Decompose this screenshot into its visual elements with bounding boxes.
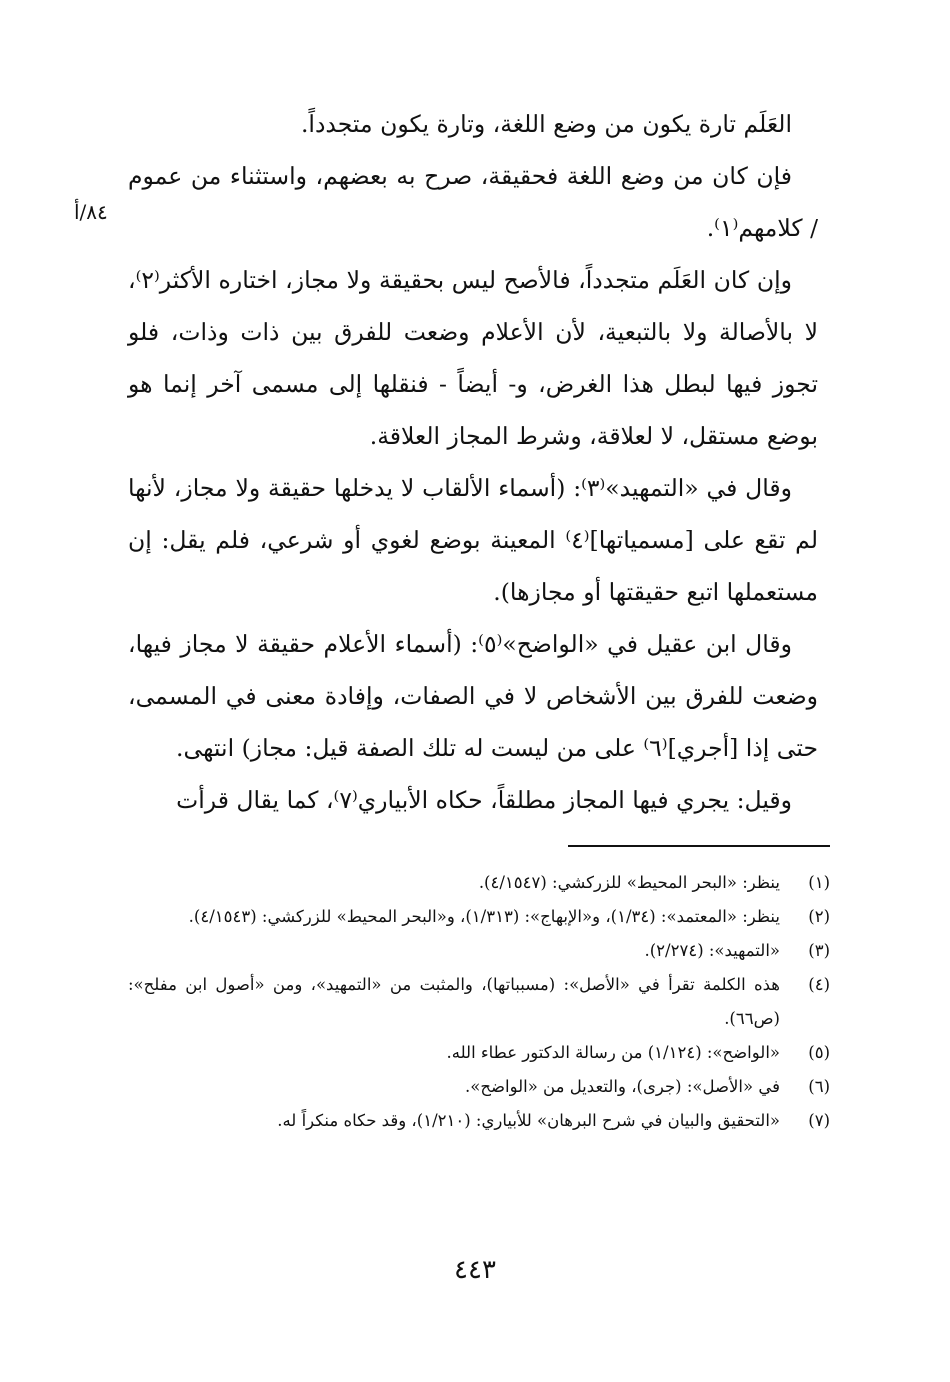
paragraph: فإن كان من وضع اللغة فحقيقة، صرح به بعضهم، واستثناء من عموم / كلامهم⁽١⁾. — [128, 162, 818, 242]
paragraph: وإن كان العَلَم متجدداً، فالأصح ليس بحقيقة ولا مجاز، اختاره الأكثر⁽٢⁾، لا بالأصالة ولا بالتبعية، لأن الأعلام وضعت للفرق بين ذات وذات، فلو تجوز فيها لبطل هذا الغرض، و- أيضاً - فنقلها إلى مسمى آخر إنما هو بوضع مستقل، لا لعلاقة، وشرط المجاز العلاقة. — [128, 266, 818, 450]
footnote — [128, 968, 830, 1036]
paragraph: وقال ابن عقيل في «الواضح»⁽٥⁾: (أسماء الأعلام حقيقة لا مجاز فيها، وضعت للفرق بين الأشخاص لا في الصفات، وإفادة معنى في المسمى، حتى إذا [أجري]⁽٦⁾ على من ليست له تلك الصفة قيل: مجاز) انتهى. — [128, 630, 818, 762]
footnote-text: ينظر: «البحر المحيط» للزركشي: (٤/١٥٤٧). — [478, 873, 780, 892]
footnote-text: «التمهيد»: (٢/٢٧٤). — [644, 941, 780, 960]
footnote-text: «التحقيق والبيان في شرح البرهان» للأبياري: (١/٢١٠)، وقد حكاه منكراً له. — [277, 1111, 780, 1130]
footnote-number: (٧) — [808, 1111, 830, 1130]
footnote-text: هذه الكلمة تقرأ في «الأصل»: (مسبباتها)، والمثبت من «التمهيد»، ومن «أصول ابن مفلح»: (ص٦٦). — [128, 975, 780, 1028]
footnote-text: «الواضح»: (١/١٢٤) من رسالة الدكتور عطاء الله. — [446, 1043, 780, 1062]
footnote-number: (٣) — [808, 941, 830, 960]
footnote-text: في «الأصل»: (جرى)، والتعديل من «الواضح». — [464, 1077, 780, 1096]
footnote — [128, 1070, 830, 1104]
footnote-text: ينظر: «المعتمد»: (١/٣٤)، و«الإبهاج»: (١/٣١٣)، و«البحر المحيط» للزركشي: (٤/١٥٤٣). — [188, 907, 780, 926]
footnote — [128, 934, 830, 968]
footnote-separator — [568, 845, 830, 847]
main-text — [128, 98, 818, 826]
footnote — [128, 900, 830, 934]
footnote-number: (٤) — [808, 975, 830, 994]
footnote-number: (٢) — [808, 907, 830, 926]
paragraph: العَلَم تارة يكون من وضع اللغة، وتارة يكون متجدداً. — [300, 110, 792, 138]
footnote-number: (٥) — [808, 1043, 830, 1062]
footnote — [128, 1104, 830, 1138]
margin-folio-note: ٨٤/أ — [74, 200, 108, 224]
footnote-number: (٦) — [808, 1077, 830, 1096]
paragraph: وقال في «التمهيد»⁽٣⁾: (أسماء الألقاب لا يدخلها حقيقة ولا مجاز، لأنها لم تقع على [مسمياتها]⁽٤⁾ المعينة بوضع لغوي أو شرعي، فلم يقل: إن مستعملها اتبع حقيقتها أو مجازها). — [128, 474, 818, 606]
footnote — [128, 1036, 830, 1070]
footnotes — [128, 866, 830, 1138]
footnote-number: (١) — [808, 873, 830, 892]
paragraph: وقيل: يجري فيها المجاز مطلقاً، حكاه الأبياري⁽٧⁾، كما يقال قرأت — [176, 786, 792, 814]
page-number: ٤٤٣ — [454, 1255, 496, 1285]
footnote — [128, 866, 830, 900]
